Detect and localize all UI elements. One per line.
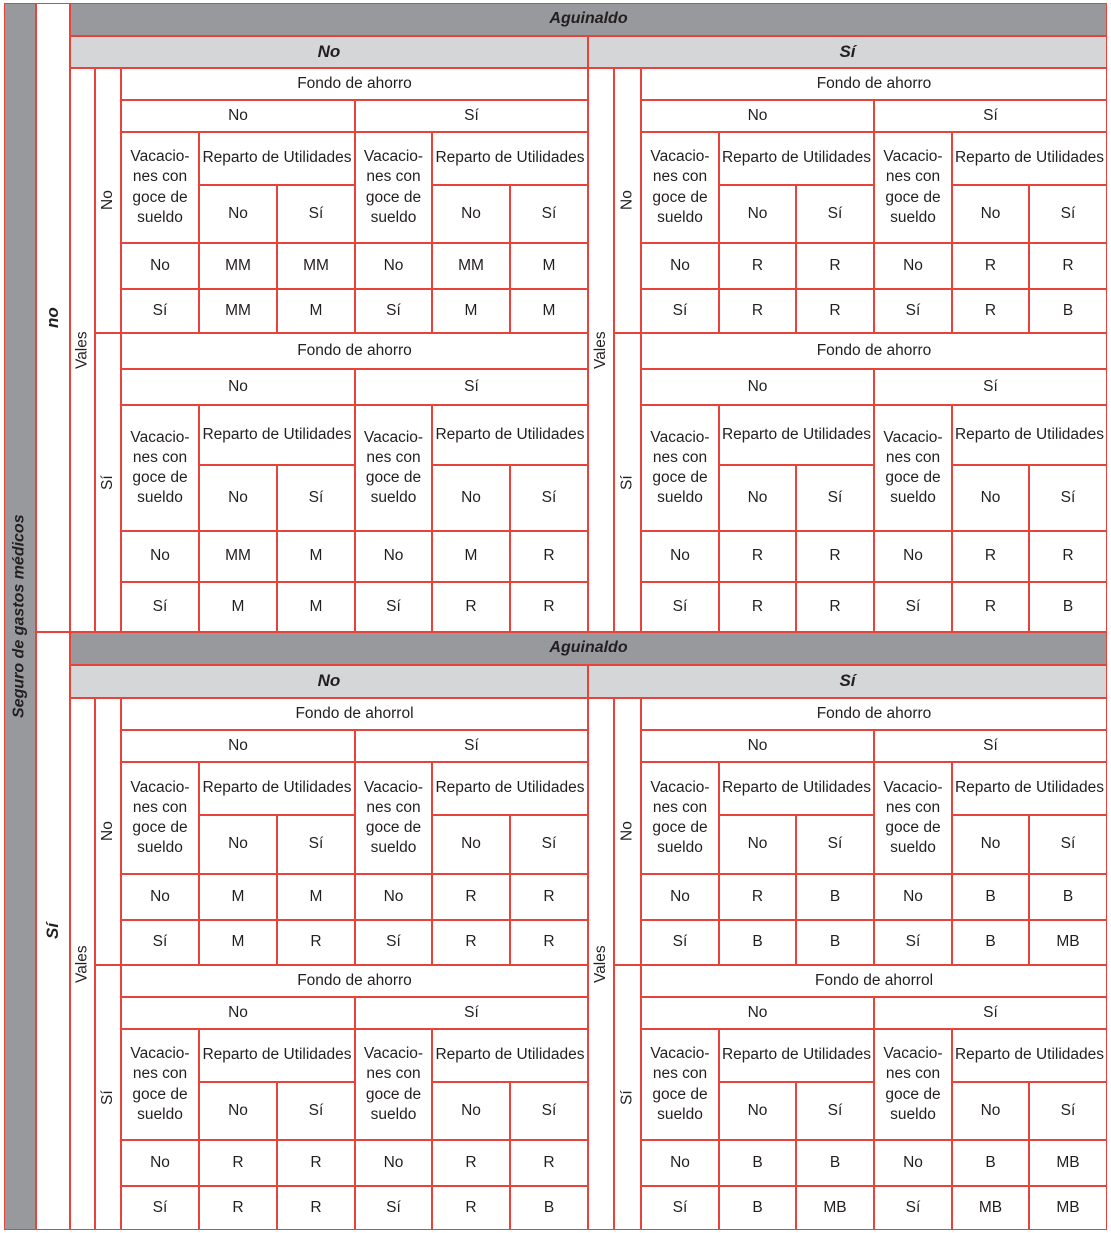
reparto-level: No: [199, 185, 277, 243]
reparto-level: Sí: [510, 465, 588, 531]
reparto-level: No: [952, 815, 1029, 874]
reparto-label: Reparto de Utilidades: [432, 405, 588, 465]
fondo-level: Sí: [355, 997, 588, 1029]
reparto-label: Reparto de Utilidades: [199, 132, 355, 185]
vacaciones-level: Sí: [355, 582, 432, 632]
rating-cell: B: [719, 1140, 796, 1186]
reparto-level: Sí: [1029, 185, 1107, 243]
vacaciones-label: Vacacio-nes con goce de sueldo: [641, 762, 719, 874]
reparto-level: No: [199, 465, 277, 531]
reparto-level: No: [952, 185, 1029, 243]
vacaciones-level: No: [874, 1140, 952, 1186]
reparto-label: Reparto de Utilidades: [199, 405, 355, 465]
rating-cell: M: [432, 289, 510, 333]
reparto-level: No: [432, 185, 510, 243]
reparto-level: Sí: [796, 1082, 874, 1140]
vales-level: Sí: [614, 965, 641, 1230]
rating-cell: R: [277, 920, 355, 965]
vacaciones-level: Sí: [121, 920, 199, 965]
rating-cell: R: [432, 1186, 510, 1230]
vales-label: Vales: [588, 698, 614, 1230]
fondo-level: No: [641, 100, 874, 132]
rating-cell: MM: [277, 243, 355, 289]
rating-cell: R: [199, 1140, 277, 1186]
rating-cell: R: [952, 289, 1029, 333]
vales-level: Sí: [95, 965, 121, 1230]
fondo-title: Fondo de ahorrol: [121, 698, 588, 730]
vacaciones-label: Vacacio-nes con goce de sueldo: [641, 1029, 719, 1140]
reparto-level: Sí: [277, 465, 355, 531]
rating-cell: R: [1029, 531, 1107, 582]
fondo-level: Sí: [355, 100, 588, 132]
vacaciones-level: No: [121, 243, 199, 289]
reparto-level: Sí: [1029, 1082, 1107, 1140]
reparto-level: No: [432, 1082, 510, 1140]
rating-cell: B: [1029, 874, 1107, 920]
rating-cell: R: [432, 920, 510, 965]
vacaciones-level: Sí: [641, 289, 719, 333]
fondo-title: Fondo de ahorro: [641, 68, 1107, 100]
rating-cell: R: [432, 874, 510, 920]
reparto-label: Reparto de Utilidades: [719, 762, 874, 815]
vacaciones-level: No: [641, 531, 719, 582]
rating-cell: R: [432, 1140, 510, 1186]
aguinaldo-level: No: [70, 665, 588, 698]
rating-cell: R: [510, 531, 588, 582]
vacaciones-label: Vacacio-nes con goce de sueldo: [121, 762, 199, 874]
vacaciones-level: Sí: [874, 920, 952, 965]
aguinaldo-level: Sí: [588, 665, 1107, 698]
vacaciones-label: Vacacio-nes con goce de sueldo: [355, 1029, 432, 1140]
vacaciones-level: No: [874, 874, 952, 920]
reparto-level: Sí: [1029, 815, 1107, 874]
rating-cell: MM: [199, 531, 277, 582]
fondo-title: Fondo de ahorro: [121, 333, 588, 369]
rating-cell: MB: [1029, 1186, 1107, 1230]
reparto-level: No: [199, 815, 277, 874]
rating-cell: B: [796, 920, 874, 965]
aguinaldo-level: No: [70, 36, 588, 68]
rating-cell: M: [199, 920, 277, 965]
rating-cell: R: [796, 243, 874, 289]
aguinaldo-header: Aguinaldo: [70, 632, 1107, 665]
reparto-level: No: [952, 465, 1029, 531]
rating-cell: R: [796, 531, 874, 582]
fondo-level: No: [641, 730, 874, 762]
reparto-label: Reparto de Utilidades: [432, 132, 588, 185]
vacaciones-level: Sí: [355, 1186, 432, 1230]
reparto-label: Reparto de Utilidades: [719, 132, 874, 185]
rating-cell: M: [199, 582, 277, 632]
reparto-level: Sí: [277, 185, 355, 243]
vacaciones-label: Vacacio-nes con goce de sueldo: [355, 132, 432, 243]
fondo-level: No: [641, 997, 874, 1029]
vales-level: No: [95, 698, 121, 965]
reparto-label: Reparto de Utilidades: [432, 762, 588, 815]
vacaciones-level: No: [641, 1140, 719, 1186]
reparto-level: Sí: [277, 815, 355, 874]
reparto-level: Sí: [796, 465, 874, 531]
vacaciones-label: Vacacio-nes con goce de sueldo: [874, 1029, 952, 1140]
rating-cell: MB: [1029, 1140, 1107, 1186]
rating-cell: B: [952, 920, 1029, 965]
vales-level: Sí: [614, 333, 641, 632]
rating-cell: B: [796, 874, 874, 920]
vales-level: No: [614, 698, 641, 965]
rating-cell: R: [199, 1186, 277, 1230]
fondo-level: Sí: [874, 730, 1107, 762]
vacaciones-level: Sí: [355, 289, 432, 333]
aguinaldo-header: Aguinaldo: [70, 3, 1107, 36]
fondo-level: Sí: [355, 369, 588, 405]
rating-cell: MB: [1029, 920, 1107, 965]
rating-cell: R: [510, 874, 588, 920]
reparto-label: Reparto de Utilidades: [719, 405, 874, 465]
rating-cell: R: [796, 582, 874, 632]
reparto-level: Sí: [510, 185, 588, 243]
fondo-level: Sí: [874, 100, 1107, 132]
reparto-label: Reparto de Utilidades: [952, 1029, 1107, 1082]
rating-cell: M: [277, 582, 355, 632]
vacaciones-level: Sí: [874, 289, 952, 333]
reparto-label: Reparto de Utilidades: [432, 1029, 588, 1082]
vacaciones-level: No: [641, 874, 719, 920]
fondo-level: No: [121, 100, 355, 132]
vales-label: Vales: [70, 68, 95, 632]
reparto-level: Sí: [796, 815, 874, 874]
vacaciones-level: No: [121, 531, 199, 582]
rating-cell: M: [432, 531, 510, 582]
reparto-label: Reparto de Utilidades: [952, 405, 1107, 465]
rating-cell: B: [952, 874, 1029, 920]
rating-cell: R: [952, 243, 1029, 289]
vacaciones-label: Vacacio-nes con goce de sueldo: [874, 132, 952, 243]
reparto-label: Reparto de Utilidades: [199, 1029, 355, 1082]
fondo-title: Fondo de ahorro: [641, 333, 1107, 369]
rating-cell: MB: [952, 1186, 1029, 1230]
reparto-level: No: [719, 185, 796, 243]
seguro-level-1: Sí: [36, 632, 70, 1230]
seguro-level-0: no: [36, 3, 70, 632]
vacaciones-label: Vacacio-nes con goce de sueldo: [355, 762, 432, 874]
vacaciones-level: Sí: [641, 920, 719, 965]
vacaciones-level: Sí: [121, 582, 199, 632]
rating-cell: B: [510, 1186, 588, 1230]
rating-cell: R: [719, 243, 796, 289]
vacaciones-level: No: [641, 243, 719, 289]
fondo-title: Fondo de ahorrol: [641, 965, 1107, 997]
reparto-label: Reparto de Utilidades: [719, 1029, 874, 1082]
fondo-title: Fondo de ahorro: [641, 698, 1107, 730]
vacaciones-level: No: [355, 1140, 432, 1186]
rating-cell: R: [510, 582, 588, 632]
fondo-title: Fondo de ahorro: [121, 965, 588, 997]
vacaciones-level: No: [874, 531, 952, 582]
vacaciones-label: Vacacio-nes con goce de sueldo: [874, 405, 952, 531]
reparto-level: Sí: [510, 1082, 588, 1140]
rating-cell: MM: [199, 243, 277, 289]
reparto-label: Reparto de Utilidades: [952, 762, 1107, 815]
rating-cell: R: [1029, 243, 1107, 289]
fondo-level: No: [641, 369, 874, 405]
rating-cell: MM: [199, 289, 277, 333]
reparto-level: Sí: [277, 1082, 355, 1140]
rating-cell: R: [719, 531, 796, 582]
rating-cell: R: [952, 531, 1029, 582]
rating-cell: B: [796, 1140, 874, 1186]
seguro-header: Seguro de gastos médicos: [4, 3, 36, 1230]
rating-cell: M: [510, 243, 588, 289]
vacaciones-label: Vacacio-nes con goce de sueldo: [641, 132, 719, 243]
vacaciones-level: No: [874, 243, 952, 289]
vacaciones-level: No: [355, 874, 432, 920]
reparto-level: No: [719, 1082, 796, 1140]
fondo-level: Sí: [355, 730, 588, 762]
vales-level: No: [614, 68, 641, 333]
reparto-level: No: [719, 465, 796, 531]
fondo-level: Sí: [874, 997, 1107, 1029]
vacaciones-label: Vacacio-nes con goce de sueldo: [121, 1029, 199, 1140]
reparto-label: Reparto de Utilidades: [199, 762, 355, 815]
reparto-level: Sí: [1029, 465, 1107, 531]
rating-cell: B: [952, 1140, 1029, 1186]
reparto-level: Sí: [796, 185, 874, 243]
vacaciones-label: Vacacio-nes con goce de sueldo: [355, 405, 432, 531]
rating-cell: R: [277, 1140, 355, 1186]
vales-label: Vales: [70, 698, 95, 1230]
vacaciones-level: Sí: [641, 1186, 719, 1230]
rating-cell: B: [1029, 582, 1107, 632]
rating-cell: M: [277, 289, 355, 333]
rating-cell: M: [277, 874, 355, 920]
vacaciones-label: Vacacio-nes con goce de sueldo: [641, 405, 719, 531]
vacaciones-level: Sí: [874, 582, 952, 632]
vacaciones-level: Sí: [874, 1186, 952, 1230]
reparto-level: No: [952, 1082, 1029, 1140]
rating-cell: B: [719, 920, 796, 965]
rating-cell: M: [510, 289, 588, 333]
rating-cell: MB: [796, 1186, 874, 1230]
vacaciones-label: Vacacio-nes con goce de sueldo: [874, 762, 952, 874]
vacaciones-level: Sí: [355, 920, 432, 965]
fondo-level: No: [121, 730, 355, 762]
rating-cell: B: [1029, 289, 1107, 333]
rating-cell: R: [510, 1140, 588, 1186]
fondo-level: No: [121, 997, 355, 1029]
vales-level: No: [95, 68, 121, 333]
vales-level: Sí: [95, 333, 121, 632]
fondo-title: Fondo de ahorro: [121, 68, 588, 100]
rating-cell: R: [277, 1186, 355, 1230]
vacaciones-level: No: [355, 243, 432, 289]
reparto-label: Reparto de Utilidades: [952, 132, 1107, 185]
rating-cell: R: [952, 582, 1029, 632]
reparto-level: Sí: [510, 815, 588, 874]
fondo-level: Sí: [874, 369, 1107, 405]
reparto-level: No: [199, 1082, 277, 1140]
vacaciones-level: No: [355, 531, 432, 582]
rating-cell: MM: [432, 243, 510, 289]
vacaciones-level: No: [121, 874, 199, 920]
reparto-level: No: [432, 465, 510, 531]
rating-cell: R: [719, 582, 796, 632]
reparto-level: No: [432, 815, 510, 874]
vacaciones-label: Vacacio-nes con goce de sueldo: [121, 405, 199, 531]
rating-cell: R: [719, 289, 796, 333]
rating-cell: R: [719, 874, 796, 920]
rating-cell: M: [199, 874, 277, 920]
aguinaldo-level: Sí: [588, 36, 1107, 68]
reparto-level: No: [719, 815, 796, 874]
rating-cell: B: [719, 1186, 796, 1230]
rating-cell: R: [796, 289, 874, 333]
vacaciones-level: Sí: [121, 1186, 199, 1230]
rating-cell: M: [277, 531, 355, 582]
vacaciones-label: Vacacio-nes con goce de sueldo: [121, 132, 199, 243]
fondo-level: No: [121, 369, 355, 405]
vales-label: Vales: [588, 68, 614, 632]
vacaciones-level: No: [121, 1140, 199, 1186]
rating-cell: R: [432, 582, 510, 632]
vacaciones-level: Sí: [121, 289, 199, 333]
rating-cell: R: [510, 920, 588, 965]
vacaciones-level: Sí: [641, 582, 719, 632]
